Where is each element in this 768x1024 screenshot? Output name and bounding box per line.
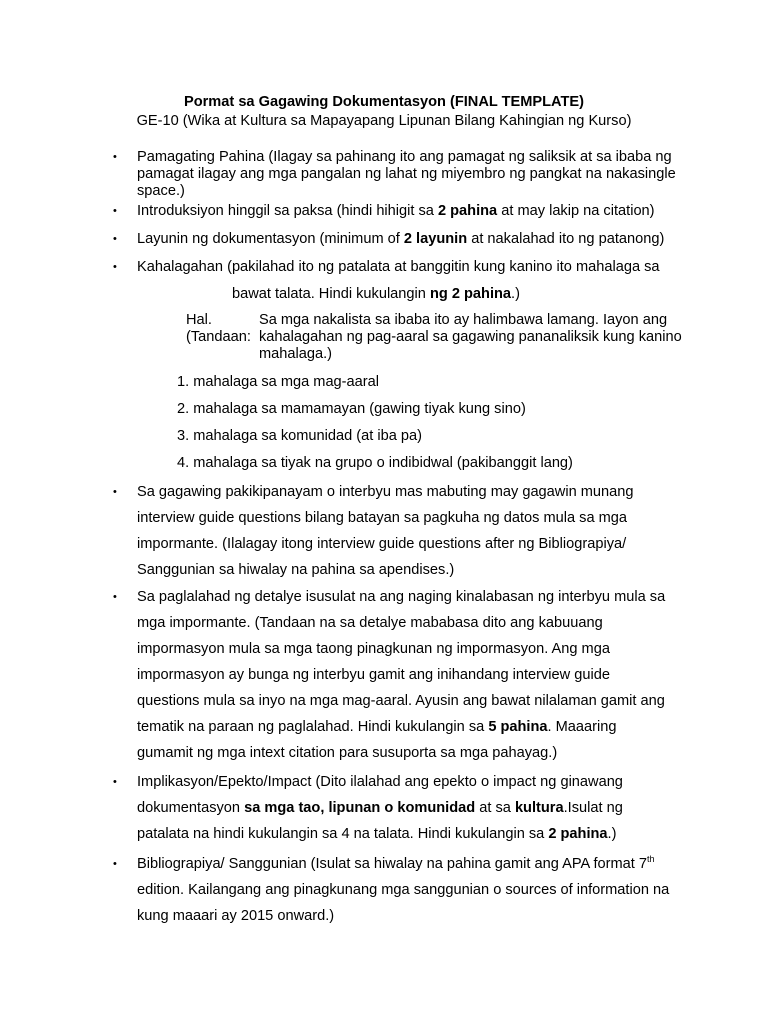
numbered-item: 4. mahalaga sa tiyak na grupo o indibidwal (pakibanggit lang)	[177, 455, 573, 471]
numbered-item: 1. mahalaga sa mga mag-aaral	[177, 374, 379, 390]
item-text-bold: ng 2 pahina	[429, 286, 512, 302]
item-text: .)	[511, 286, 520, 302]
list-item-kahalagahan	[113, 259, 682, 276]
item-text-bold: 2 pahina	[548, 826, 608, 842]
list-item-bibliograpiya	[113, 851, 677, 929]
item-text-bold: sa mga tao, lipunan o komunidad	[244, 800, 476, 816]
item-text-bold: 5 pahina	[488, 719, 548, 735]
item-text-bold: 2 pahina	[437, 203, 498, 219]
kahalagahan-continuation	[232, 286, 692, 303]
list-item-interbyu	[113, 479, 657, 583]
bullet-icon: •	[113, 205, 117, 217]
item-text: Kahalagahan (pakilahad ito ng patalata at banggitin kung kanino ito mahalaga sa	[137, 259, 660, 275]
list-item-implikasyon	[113, 769, 657, 847]
list-item-layunin	[113, 231, 682, 248]
note-prefix: Hal. (Tandaan:	[186, 312, 251, 345]
item-text: .Isulat ng patalata na hindi kukulangin sa 4 na talata. Hindi kukulangin sa	[137, 800, 623, 842]
document-title: Pormat sa Gagawing Dokumentasyon (FINAL TEMPLATE)	[183, 94, 585, 110]
note-body: Sa mga nakalista sa ibaba ito ay halimbawa lamang. Iayon ang kahalagahan ng pag-aaral sa gagawing pananaliksik kung kanino mahalaga.)	[259, 312, 682, 362]
item-text-bold: 2 layunin	[403, 231, 468, 247]
item-text: bawat talata. Hindi kukulangin	[232, 286, 430, 302]
bullet-icon: •	[113, 858, 117, 870]
item-text: edition. Kailangang ang pinagkunang mga sanggunian o sources of information na kung maaari ay 2015 onward.)	[137, 882, 670, 924]
numbered-item: 2. mahalaga sa mamamayan (gawing tiyak kung sino)	[177, 401, 526, 417]
item-text: Pamagating Pahina (Ilagay sa pahinang ito ang pamagat ng saliksik at sa ibaba ng pamagat ilagay ang mga pangalan ng lahat ng miyembro ng pangkat na nakasingle space.)	[137, 149, 676, 199]
bullet-icon: •	[113, 776, 117, 788]
item-text: at nakalahad ito ng patanong)	[467, 231, 665, 247]
item-text: at may lakip na citation)	[497, 203, 655, 219]
item-text: Sa paglalahad ng detalye isusulat na ang naging kinalabasan ng interbyu mula sa mga impormante. (Tandaan na sa detalye mababasa dito ang kabuuang impormasyon mula sa mga taong pinagkunan ng impormasyon. Ang mga impormasyon ay bunga ng interbyu gamit ang inihandang interview guide questions mula sa inyo na mga mag-aaral. Ayusin ang bawat nilalaman gamit ang tematik na paraan ng paglalahad. Hindi kukulangin sa	[137, 589, 666, 735]
bullet-icon: •	[113, 591, 117, 603]
bullet-icon: •	[113, 261, 117, 273]
item-text: .)	[607, 826, 617, 842]
list-item-introduksiyon	[113, 203, 682, 220]
numbered-item: 3. mahalaga sa komunidad (at iba pa)	[177, 428, 423, 444]
item-text-bold: kultura	[514, 800, 564, 816]
item-text: Introduksiyon hinggil sa paksa (hindi hihigit sa	[137, 203, 438, 219]
item-text: Implikasyon/Epekto/Impact (Dito ilalahad ang epekto o impact ng ginawang dokumentasyon	[137, 774, 623, 816]
item-text: at sa	[475, 800, 515, 816]
bullet-icon: •	[113, 233, 117, 245]
note-text	[259, 312, 689, 363]
item-text: . Maaaring gumamit ng mga intext citation para susuporta sa mga pahayag.)	[137, 719, 617, 761]
bullet-icon: •	[113, 151, 117, 163]
bullet-icon: •	[113, 486, 117, 498]
item-text: Layunin ng dokumentasyon (minimum of	[137, 231, 404, 247]
superscript: th	[647, 854, 655, 864]
item-text: Bibliograpiya/ Sanggunian (Isulat sa hiwalay na pahina gamit ang APA format 7	[137, 856, 648, 872]
list-item-detalye	[113, 584, 667, 766]
list-item-pamagat	[113, 149, 682, 200]
title-block	[0, 93, 768, 131]
item-text: Sa gagawing pakikipanayam o interbyu mas mabuting may gagawin munang interview guide questions bilang batayan sa pagkuha ng datos mula sa mga impormante. (Ilalagay itong interview guide questions after ng Bibliograpiya/ Sanggunian sa hiwalay na pahina sa apendises.)	[137, 484, 634, 578]
document-subtitle: GE-10 (Wika at Kultura sa Mapayapang Lipunan Bilang Kahingian ng Kurso)	[136, 113, 632, 129]
